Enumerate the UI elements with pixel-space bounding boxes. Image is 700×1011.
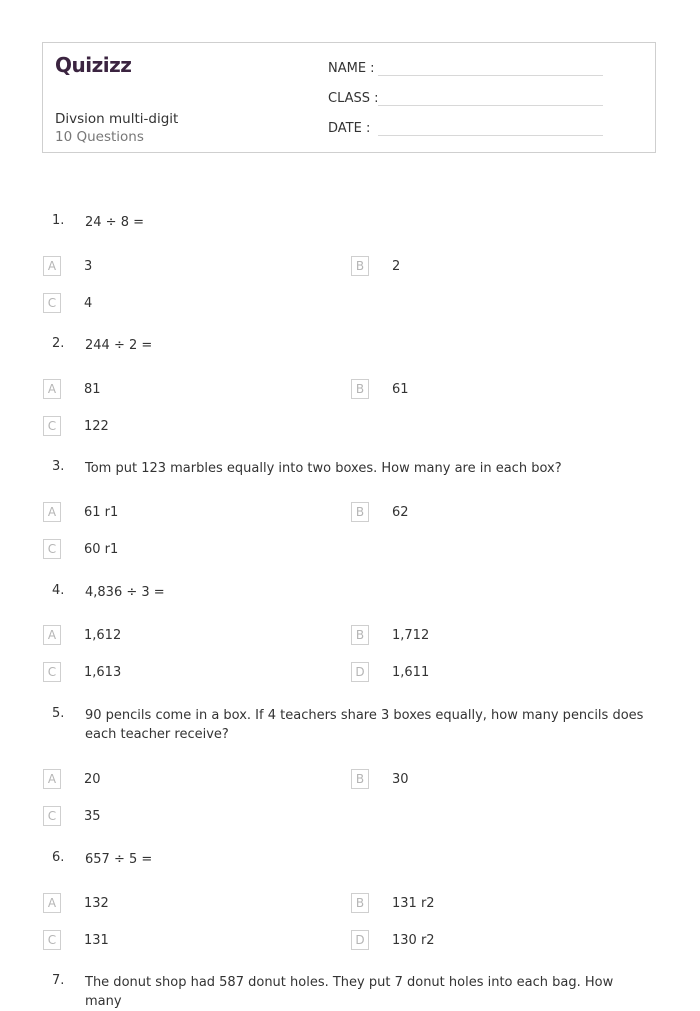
option-value: 61 [392,381,409,397]
question-4 [52,583,645,602]
option-b[interactable] [351,625,429,645]
option-value: 1,611 [392,664,430,680]
option-b[interactable] [351,256,400,276]
question-count: 10 Questions [55,129,144,145]
question-number: 2. [52,336,65,351]
option-letter: A [43,379,61,399]
option-letter: A [43,256,61,276]
quizizz-logo: Quizizz [55,53,132,77]
option-letter: A [43,625,61,645]
option-value: 131 [84,932,109,948]
option-a[interactable] [43,625,121,645]
question-7 [52,973,645,1011]
date-label: DATE : [328,121,371,136]
option-letter: B [351,893,369,913]
option-value: 131 r2 [392,895,435,911]
option-letter: B [351,502,369,522]
option-c[interactable] [43,806,101,826]
option-letter: A [43,502,61,522]
name-label: NAME : [328,61,375,76]
question-text: 244 ÷ 2 = [85,338,153,353]
option-letter: B [351,769,369,789]
option-letter: A [43,769,61,789]
question-text: Tom put 123 marbles equally into two boxes. How many are in each box? [85,461,562,476]
option-b[interactable] [351,502,409,522]
question-number: 7. [52,973,65,988]
option-letter: C [43,662,61,682]
option-value: 132 [84,895,109,911]
question-1 [52,213,645,232]
option-value: 30 [392,771,409,787]
option-value: 35 [84,808,101,824]
question-number: 5. [52,706,65,721]
question-2 [52,336,645,355]
question-text: 90 pencils come in a box. If 4 teachers share 3 boxes equally, how many pencils does each teacher receive? [85,708,644,742]
option-letter: D [351,662,369,682]
quiz-title: Divsion multi-digit [55,111,179,127]
question-text: 657 ÷ 5 = [85,852,153,867]
option-a[interactable] [43,256,92,276]
option-value: 1,613 [84,664,122,680]
question-text: 4,836 ÷ 3 = [85,585,165,600]
option-value: 62 [392,504,409,520]
option-value: 61 r1 [84,504,119,520]
option-c[interactable] [43,539,118,559]
option-letter: C [43,293,61,313]
option-letter: C [43,416,61,436]
class-field[interactable] [328,90,603,106]
class-label: CLASS : [328,91,379,106]
option-c[interactable] [43,930,109,950]
option-c[interactable] [43,416,109,436]
question-number: 4. [52,583,65,598]
date-line[interactable] [378,120,603,136]
question-3 [52,459,645,478]
option-a[interactable] [43,769,101,789]
option-letter: B [351,379,369,399]
option-letter: C [43,806,61,826]
option-b[interactable] [351,379,409,399]
option-letter: B [351,256,369,276]
option-a[interactable] [43,379,101,399]
option-c[interactable] [43,293,92,313]
option-value: 3 [84,258,93,274]
option-d[interactable] [351,930,435,950]
option-letter: C [43,539,61,559]
option-b[interactable] [351,769,409,789]
option-value: 122 [84,418,109,434]
question-text: 24 ÷ 8 = [85,215,144,230]
name-line[interactable] [378,60,603,76]
option-value: 60 r1 [84,541,119,557]
question-number: 1. [52,213,65,228]
option-value: 81 [84,381,101,397]
option-letter: B [351,625,369,645]
date-field[interactable] [328,120,603,136]
option-value: 1,712 [392,627,430,643]
option-b[interactable] [351,893,435,913]
question-6 [52,850,645,869]
option-value: 4 [84,295,93,311]
question-number: 6. [52,850,65,865]
option-d[interactable] [351,662,429,682]
option-value: 2 [392,258,401,274]
option-letter: C [43,930,61,950]
question-text: The donut shop had 587 donut holes. They put 7 donut holes into each bag. How many [85,975,614,1009]
question-number: 3. [52,459,65,474]
name-field[interactable] [328,60,603,76]
option-value: 130 r2 [392,932,435,948]
class-line[interactable] [378,90,603,106]
option-a[interactable] [43,893,109,913]
option-letter: D [351,930,369,950]
option-a[interactable] [43,502,118,522]
question-5 [52,706,645,744]
option-value: 20 [84,771,101,787]
option-letter: A [43,893,61,913]
option-value: 1,612 [84,627,122,643]
option-c[interactable] [43,662,121,682]
